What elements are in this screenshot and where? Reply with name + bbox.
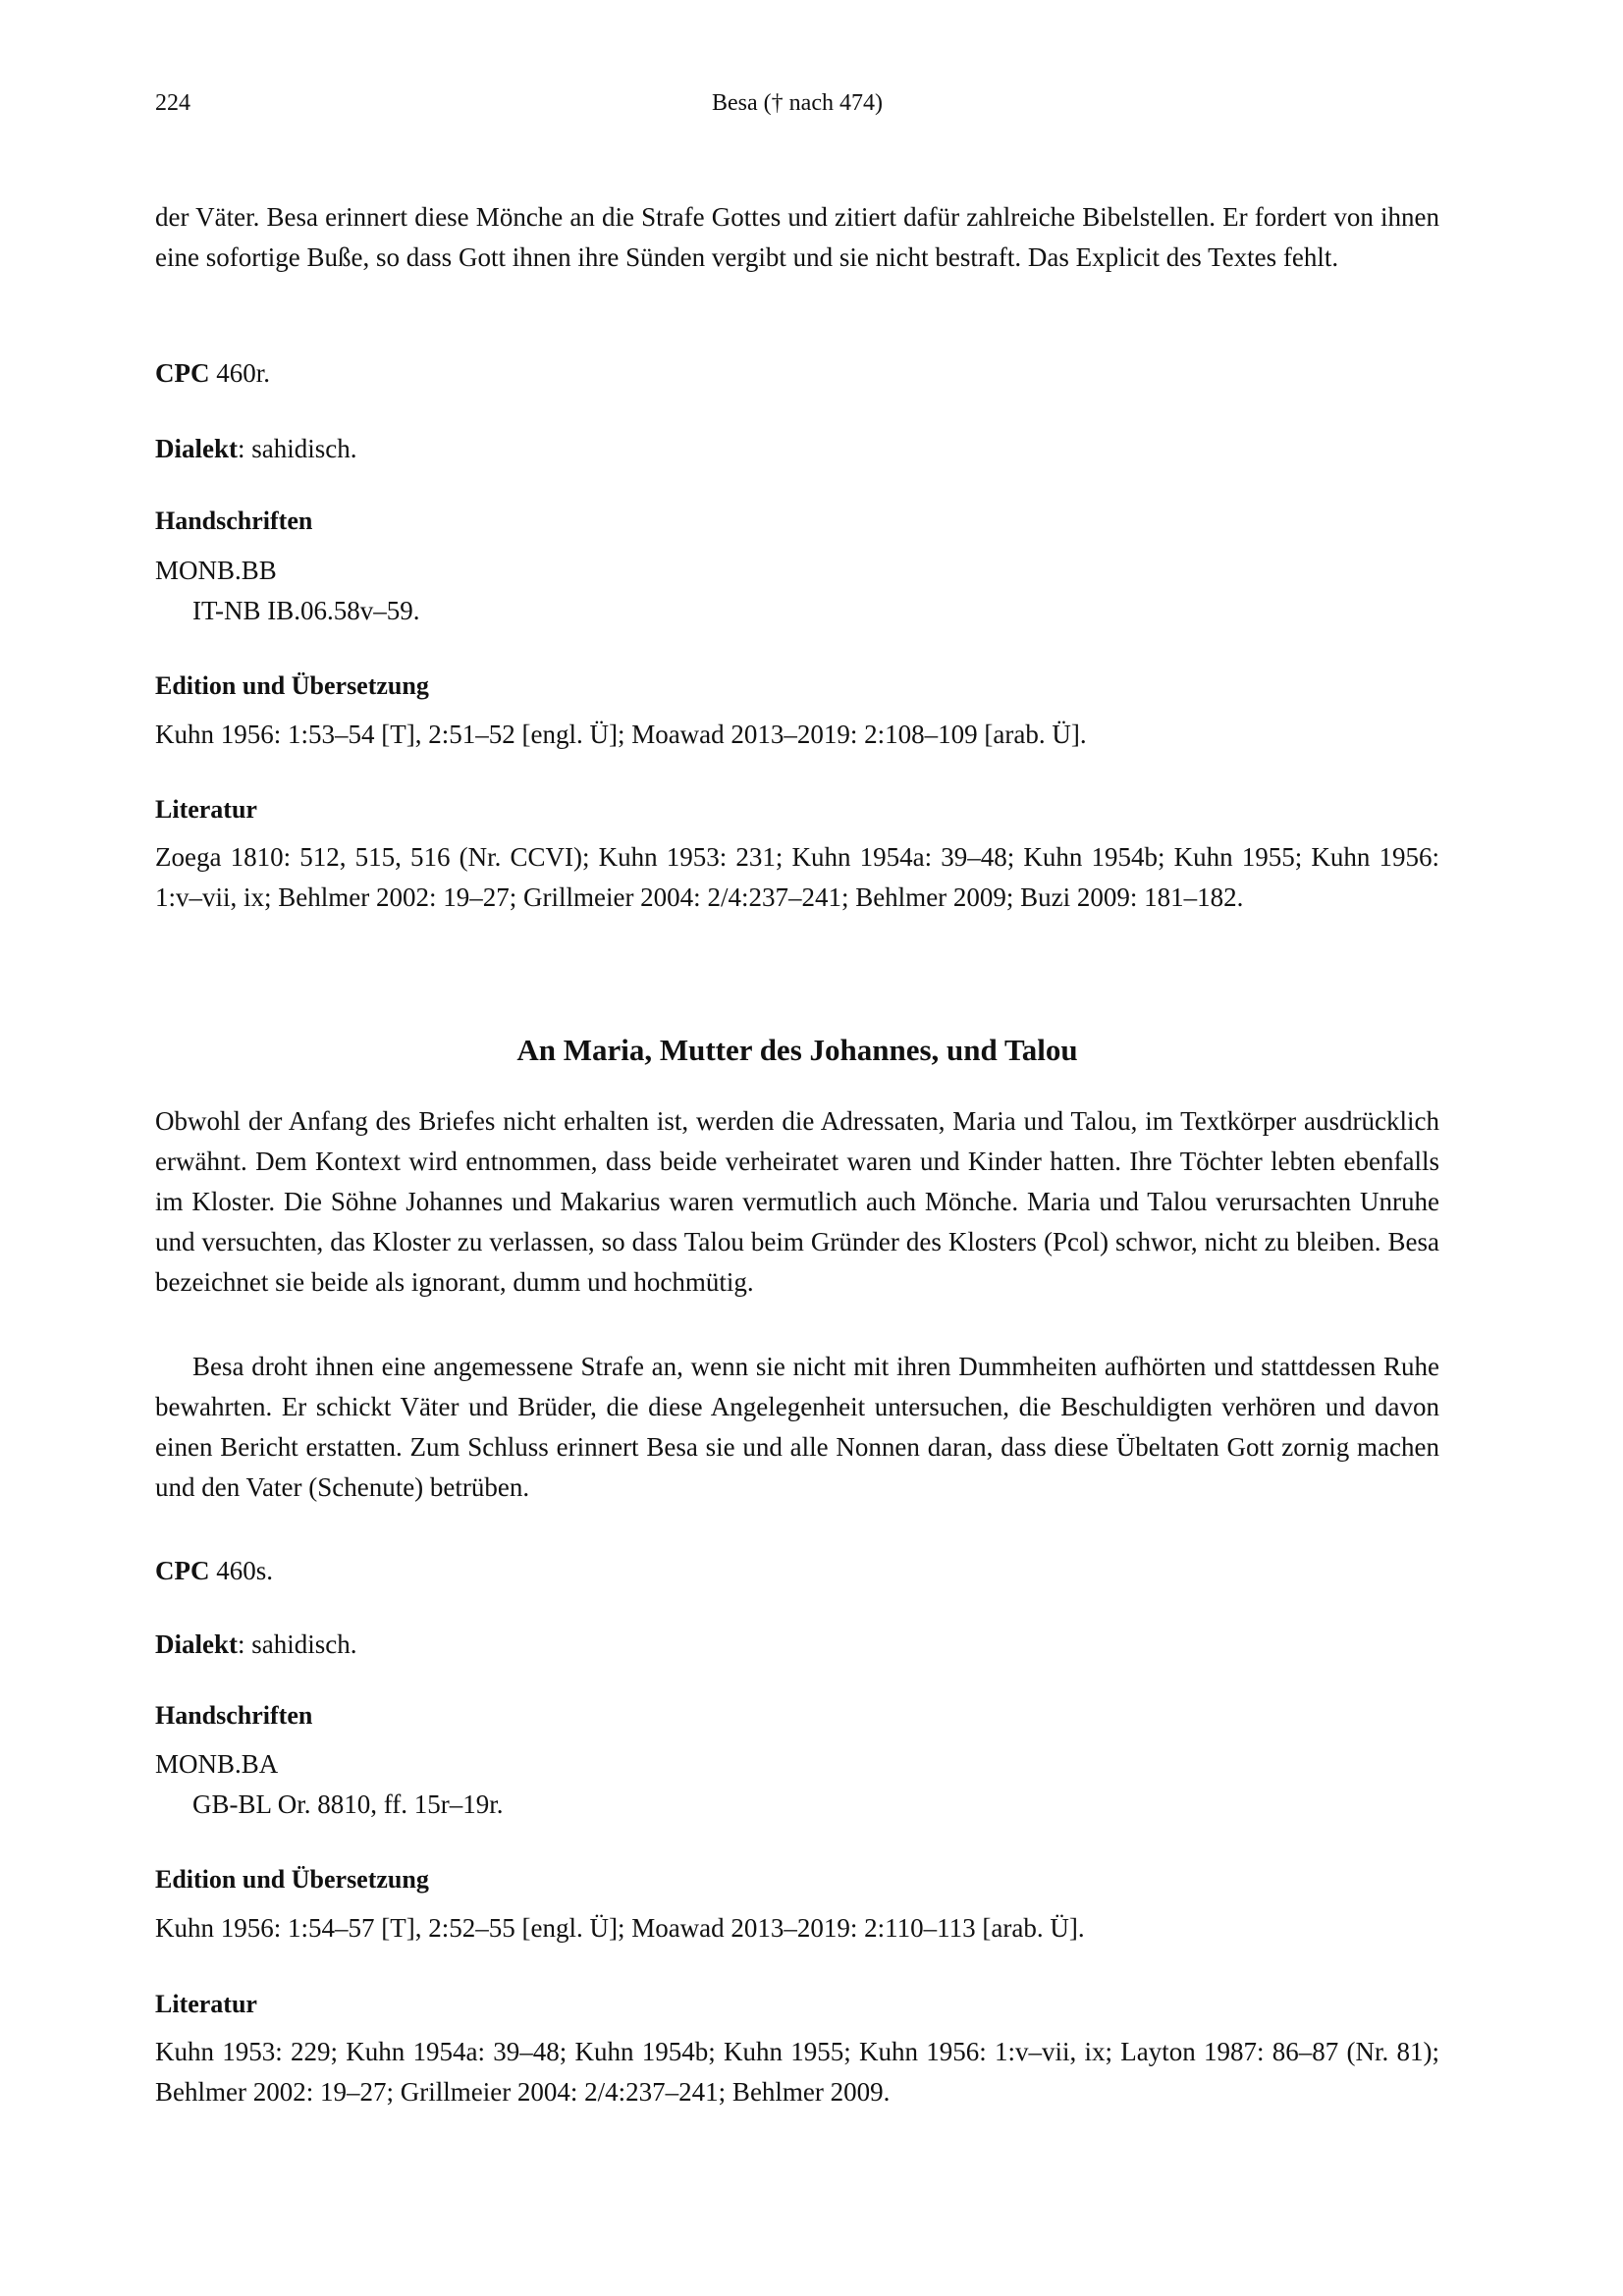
- literatur-text: Zoega 1810: 512, 515, 516 (Nr. CCVI); Kuhn 1953: 231; Kuhn 1954a: 39–48; Kuhn 1954b; Kuhn 1955; Kuhn 1956: 1:v–vii, ix; Behlmer 2002: 19–27; Grillmeier 2004: 2/4:237–241; Behlmer 2009; Buzi 2009: 181–182.: [155, 842, 1439, 912]
- handschriften-label: Handschriften: [155, 1701, 313, 1730]
- section-heading: An Maria, Mutter des Johannes, und Talou: [516, 1033, 1078, 1067]
- edition-label: Edition und Übersetzung: [155, 1865, 429, 1894]
- handschriften-label: Handschriften: [155, 507, 313, 535]
- running-head: [155, 90, 1439, 130]
- body-paragraph-2: Besa droht ihnen eine angemessene Strafe an, wenn sie nicht mit ihren Dummheiten aufhörten und stattdessen Ruhe bewahrten. Er schickt Väter und Brüder, die diese Angelegenheit untersuchen, die Beschuldigten verhören und davon einen Bericht erstatten. Zum Schluss erinnert Besa sie und alle Nonnen daran, dass diese Übeltaten Gott zornig machen und den Vater (Schenute) betrüben.: [155, 1352, 1439, 1502]
- cpc-entry: [155, 353, 270, 394]
- manuscript-list: [155, 1744, 504, 1825]
- manuscript-group: MONB.BA: [155, 1749, 279, 1779]
- cpc-label: CPC: [155, 1556, 210, 1585]
- cpc-value: 460r.: [209, 358, 271, 388]
- cpc-entry: [155, 1551, 273, 1591]
- body-paragraph-1: Obwohl der Anfang des Briefes nicht erhalten ist, werden die Adressaten, Maria und Talou, im Textkörper ausdrücklich erwähnt. Dem Kontext wird entnommen, dass beide verheiratet waren und Kinder hatten. Ihre Töchter lebten ebenfalls im Kloster. Die Söhne Johannes und Makarius waren vermutlich auch Mönche. Maria und Talou verursachten Unruhe und versuchten, das Kloster zu verlassen, so dass Talou beim Gründer des Klosters (Pcol) schwor, nicht zu bleiben. Besa bezeichnet sie beide als ignorant, dumm und hochmütig.: [155, 1106, 1439, 1297]
- manuscript-item: GB-BL Or. 8810, ff. 15r–19r.: [192, 1789, 504, 1819]
- dialekt-value: : sahidisch.: [238, 434, 357, 463]
- manuscript-item: IT-NB IB.06.58v–59.: [192, 596, 420, 625]
- edition-label: Edition und Übersetzung: [155, 671, 429, 700]
- edition-text: Kuhn 1956: 1:54–57 [T], 2:52–55 [engl. Ü]; Moawad 2013–2019: 2:110–113 [arab. Ü].: [155, 1913, 1085, 1943]
- manuscript-list: [155, 551, 420, 631]
- literatur-label: Literatur: [155, 1990, 257, 2018]
- literatur-label: Literatur: [155, 795, 257, 824]
- dialekt-label: Dialekt: [155, 434, 238, 463]
- cpc-label: CPC: [155, 358, 210, 388]
- dialekt-entry: [155, 1625, 357, 1665]
- cpc-value: 460s.: [209, 1556, 274, 1585]
- intro-paragraph: der Väter. Besa erinnert diese Mönche an die Strafe Gottes und zitiert dafür zahlreiche Bibelstellen. Er fordert von ihnen eine sofortige Buße, so dass Gott ihnen ihre Sünden vergibt und sie nicht bestraft. Das Explicit des Textes fehlt.: [155, 202, 1439, 272]
- manuscript-group: MONB.BB: [155, 556, 277, 585]
- page-number: 224: [155, 90, 190, 116]
- dialekt-entry: [155, 429, 357, 469]
- running-head-title: Besa († nach 474): [712, 90, 883, 116]
- edition-text: Kuhn 1956: 1:53–54 [T], 2:51–52 [engl. Ü]; Moawad 2013–2019: 2:108–109 [arab. Ü].: [155, 720, 1087, 749]
- literatur-text: Kuhn 1953: 229; Kuhn 1954a: 39–48; Kuhn 1954b; Kuhn 1955; Kuhn 1956: 1:v–vii, ix; Layton 1987: 86–87 (Nr. 81); Behlmer 2002: 19–27; Grillmeier 2004: 2/4:237–241; Behlmer 2009.: [155, 2037, 1439, 2107]
- dialekt-value: : sahidisch.: [238, 1629, 357, 1659]
- dialekt-label: Dialekt: [155, 1629, 238, 1659]
